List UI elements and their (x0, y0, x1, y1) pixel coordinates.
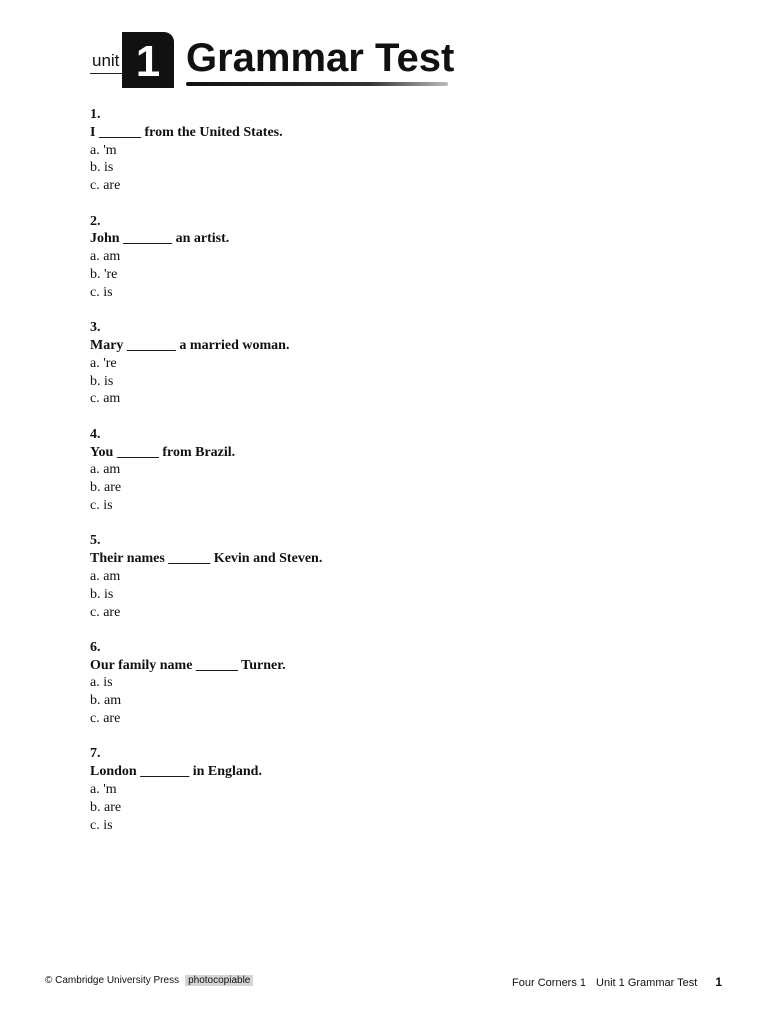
question-text: John _______ an artist. (90, 231, 230, 247)
page-header (90, 32, 455, 92)
unit-number: 1 (135, 37, 161, 86)
unit-label: unit (92, 51, 120, 70)
footer-info (512, 975, 722, 989)
answer-option-a: a. 'm (90, 142, 117, 158)
answer-option-c: c. are (90, 711, 121, 727)
footer-copyright (45, 975, 253, 986)
question-text: I ______ from the United States. (90, 124, 283, 140)
book-title: Four Corners 1 (512, 977, 587, 989)
page-title: Grammar Test (186, 36, 455, 80)
section-title: Unit 1 Grammar Test (596, 977, 698, 989)
question-number: 4. (90, 426, 101, 442)
photocopiable-badge: photocopiable (185, 975, 253, 986)
question-3 (90, 319, 690, 408)
question-list (90, 106, 690, 852)
question-5 (90, 532, 690, 621)
answer-option-a: a. am (90, 462, 121, 478)
question-text: Their names ______ Kevin and Steven. (90, 551, 323, 567)
answer-option-a: a. am (90, 568, 121, 584)
unit-underline (90, 73, 126, 74)
question-number: 3. (90, 320, 101, 336)
question-7 (90, 745, 690, 834)
question-1 (90, 106, 690, 195)
answer-option-a: a. am (90, 249, 121, 265)
copyright-text: © Cambridge University Press (45, 975, 180, 986)
title-underline (186, 82, 448, 86)
answer-option-c: c. are (90, 178, 121, 194)
answer-option-b: b. is (90, 160, 114, 176)
question-number: 6. (90, 639, 101, 655)
answer-option-b: b. is (90, 586, 114, 602)
answer-option-c: c. is (90, 817, 113, 833)
answer-option-a: a. 'm (90, 782, 117, 798)
question-number: 2. (90, 213, 101, 229)
answer-option-c: c. is (90, 284, 113, 300)
question-text: Our family name ______ Turner. (90, 657, 286, 673)
question-2 (90, 213, 690, 302)
question-6 (90, 639, 690, 728)
question-text: London _______ in England. (90, 764, 262, 780)
answer-option-b: b. 're (90, 266, 118, 282)
answer-option-b: b. is (90, 373, 114, 389)
answer-option-c: c. is (90, 497, 113, 513)
answer-option-c: c. are (90, 604, 121, 620)
answer-option-b: b. are (90, 480, 122, 496)
answer-option-b: b. are (90, 799, 122, 815)
question-text: Mary _______ a married woman. (90, 337, 290, 353)
question-number: 7. (90, 746, 101, 762)
question-text: You ______ from Brazil. (90, 444, 236, 460)
question-number: 1. (90, 107, 101, 122)
page-number: 1 (715, 975, 722, 989)
question-4 (90, 426, 690, 515)
answer-option-b: b. am (90, 693, 122, 709)
answer-option-a: a. is (90, 675, 113, 691)
question-number: 5. (90, 533, 101, 549)
answer-option-a: a. 're (90, 355, 117, 371)
answer-option-c: c. am (90, 391, 121, 407)
